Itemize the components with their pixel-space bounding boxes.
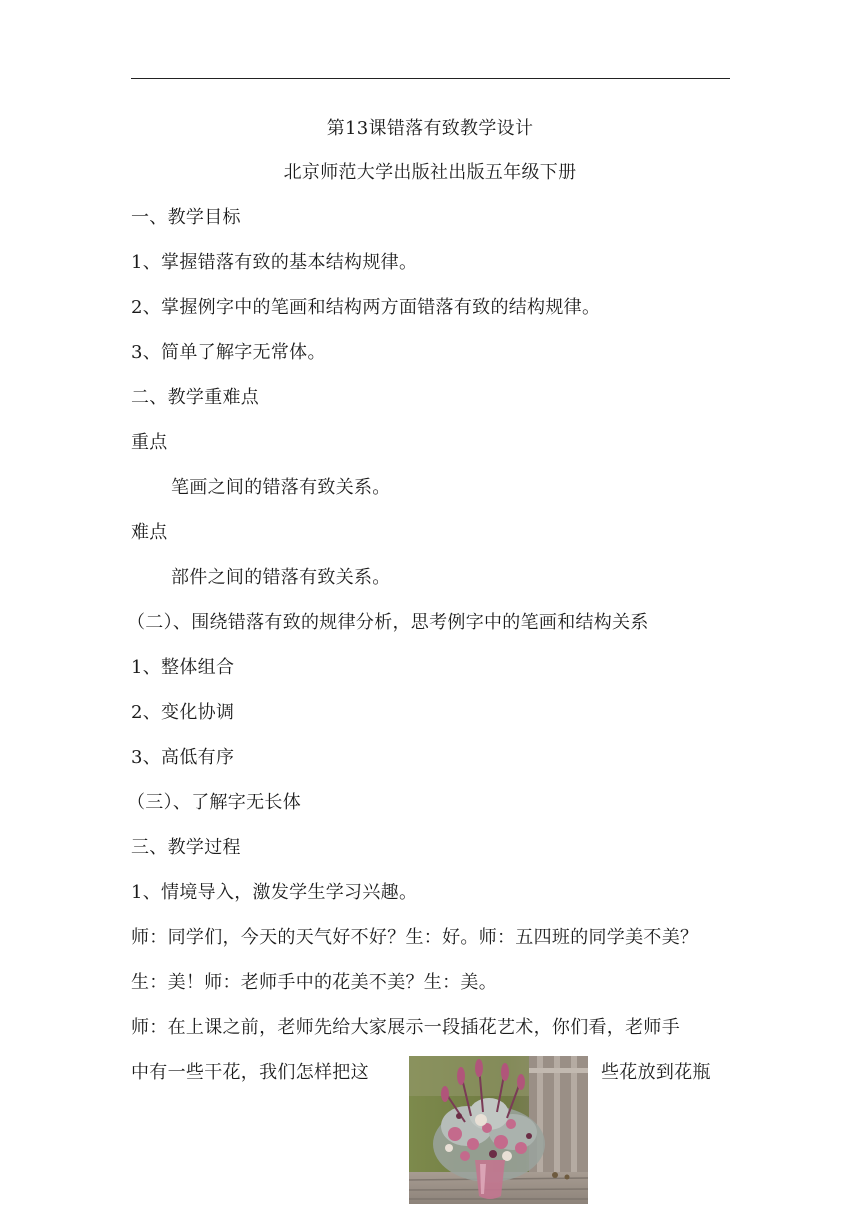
subsection-analysis: （二）、围绕错落有致的规律分析，思考例字中的笔画和结构关系 — [127, 612, 649, 633]
dialogue-line-4-right: 些花放到花瓶 — [601, 1062, 711, 1083]
dialogue-line-4-left: 中有一些干花，我们怎样把这 — [131, 1062, 369, 1083]
analysis-item-1: 1、整体组合 — [131, 657, 235, 678]
process-step-1: 1、情境导入，激发学生学习兴趣。 — [131, 882, 418, 903]
section-heading-objectives: 一、教学目标 — [131, 207, 241, 228]
document-subtitle: 北京师范大学出版社出版五年级下册 — [283, 162, 577, 183]
dialogue-line-1: 师：同学们，今天的天气好不好？生：好。师：五四班的同学美不美？ — [131, 927, 699, 948]
difficulty-text: 部件之间的错落有致关系。 — [171, 567, 391, 588]
section-heading-key-points: 二、教学重难点 — [131, 387, 260, 408]
objective-1: 1、掌握错落有致的基本结构规律。 — [131, 252, 418, 273]
objective-3: 3、简单了解字无常体。 — [131, 342, 326, 363]
difficulty-label: 难点 — [131, 522, 168, 543]
analysis-item-3: 3、高低有序 — [131, 747, 235, 768]
key-point-text: 笔画之间的错落有致关系。 — [171, 477, 391, 498]
objective-2: 2、掌握例字中的笔画和结构两方面错落有致的结构规律。 — [131, 297, 601, 318]
key-point-label: 重点 — [131, 432, 168, 453]
document-title: 第13课错落有致教学设计 — [326, 118, 534, 139]
section-heading-process: 三、教学过程 — [131, 837, 241, 858]
subsection-long-form: （三）、了解字无长体 — [127, 792, 301, 813]
dialogue-line-3: 师：在上课之前，老师先给大家展示一段插花艺术，你们看，老师手 — [131, 1017, 680, 1038]
analysis-item-2: 2、变化协调 — [131, 702, 235, 723]
dialogue-line-2: 生：美！师：老师手中的花美不美？生：美。 — [131, 972, 497, 993]
flower-arrangement-photo — [409, 1056, 588, 1204]
header-rule — [131, 78, 730, 79]
